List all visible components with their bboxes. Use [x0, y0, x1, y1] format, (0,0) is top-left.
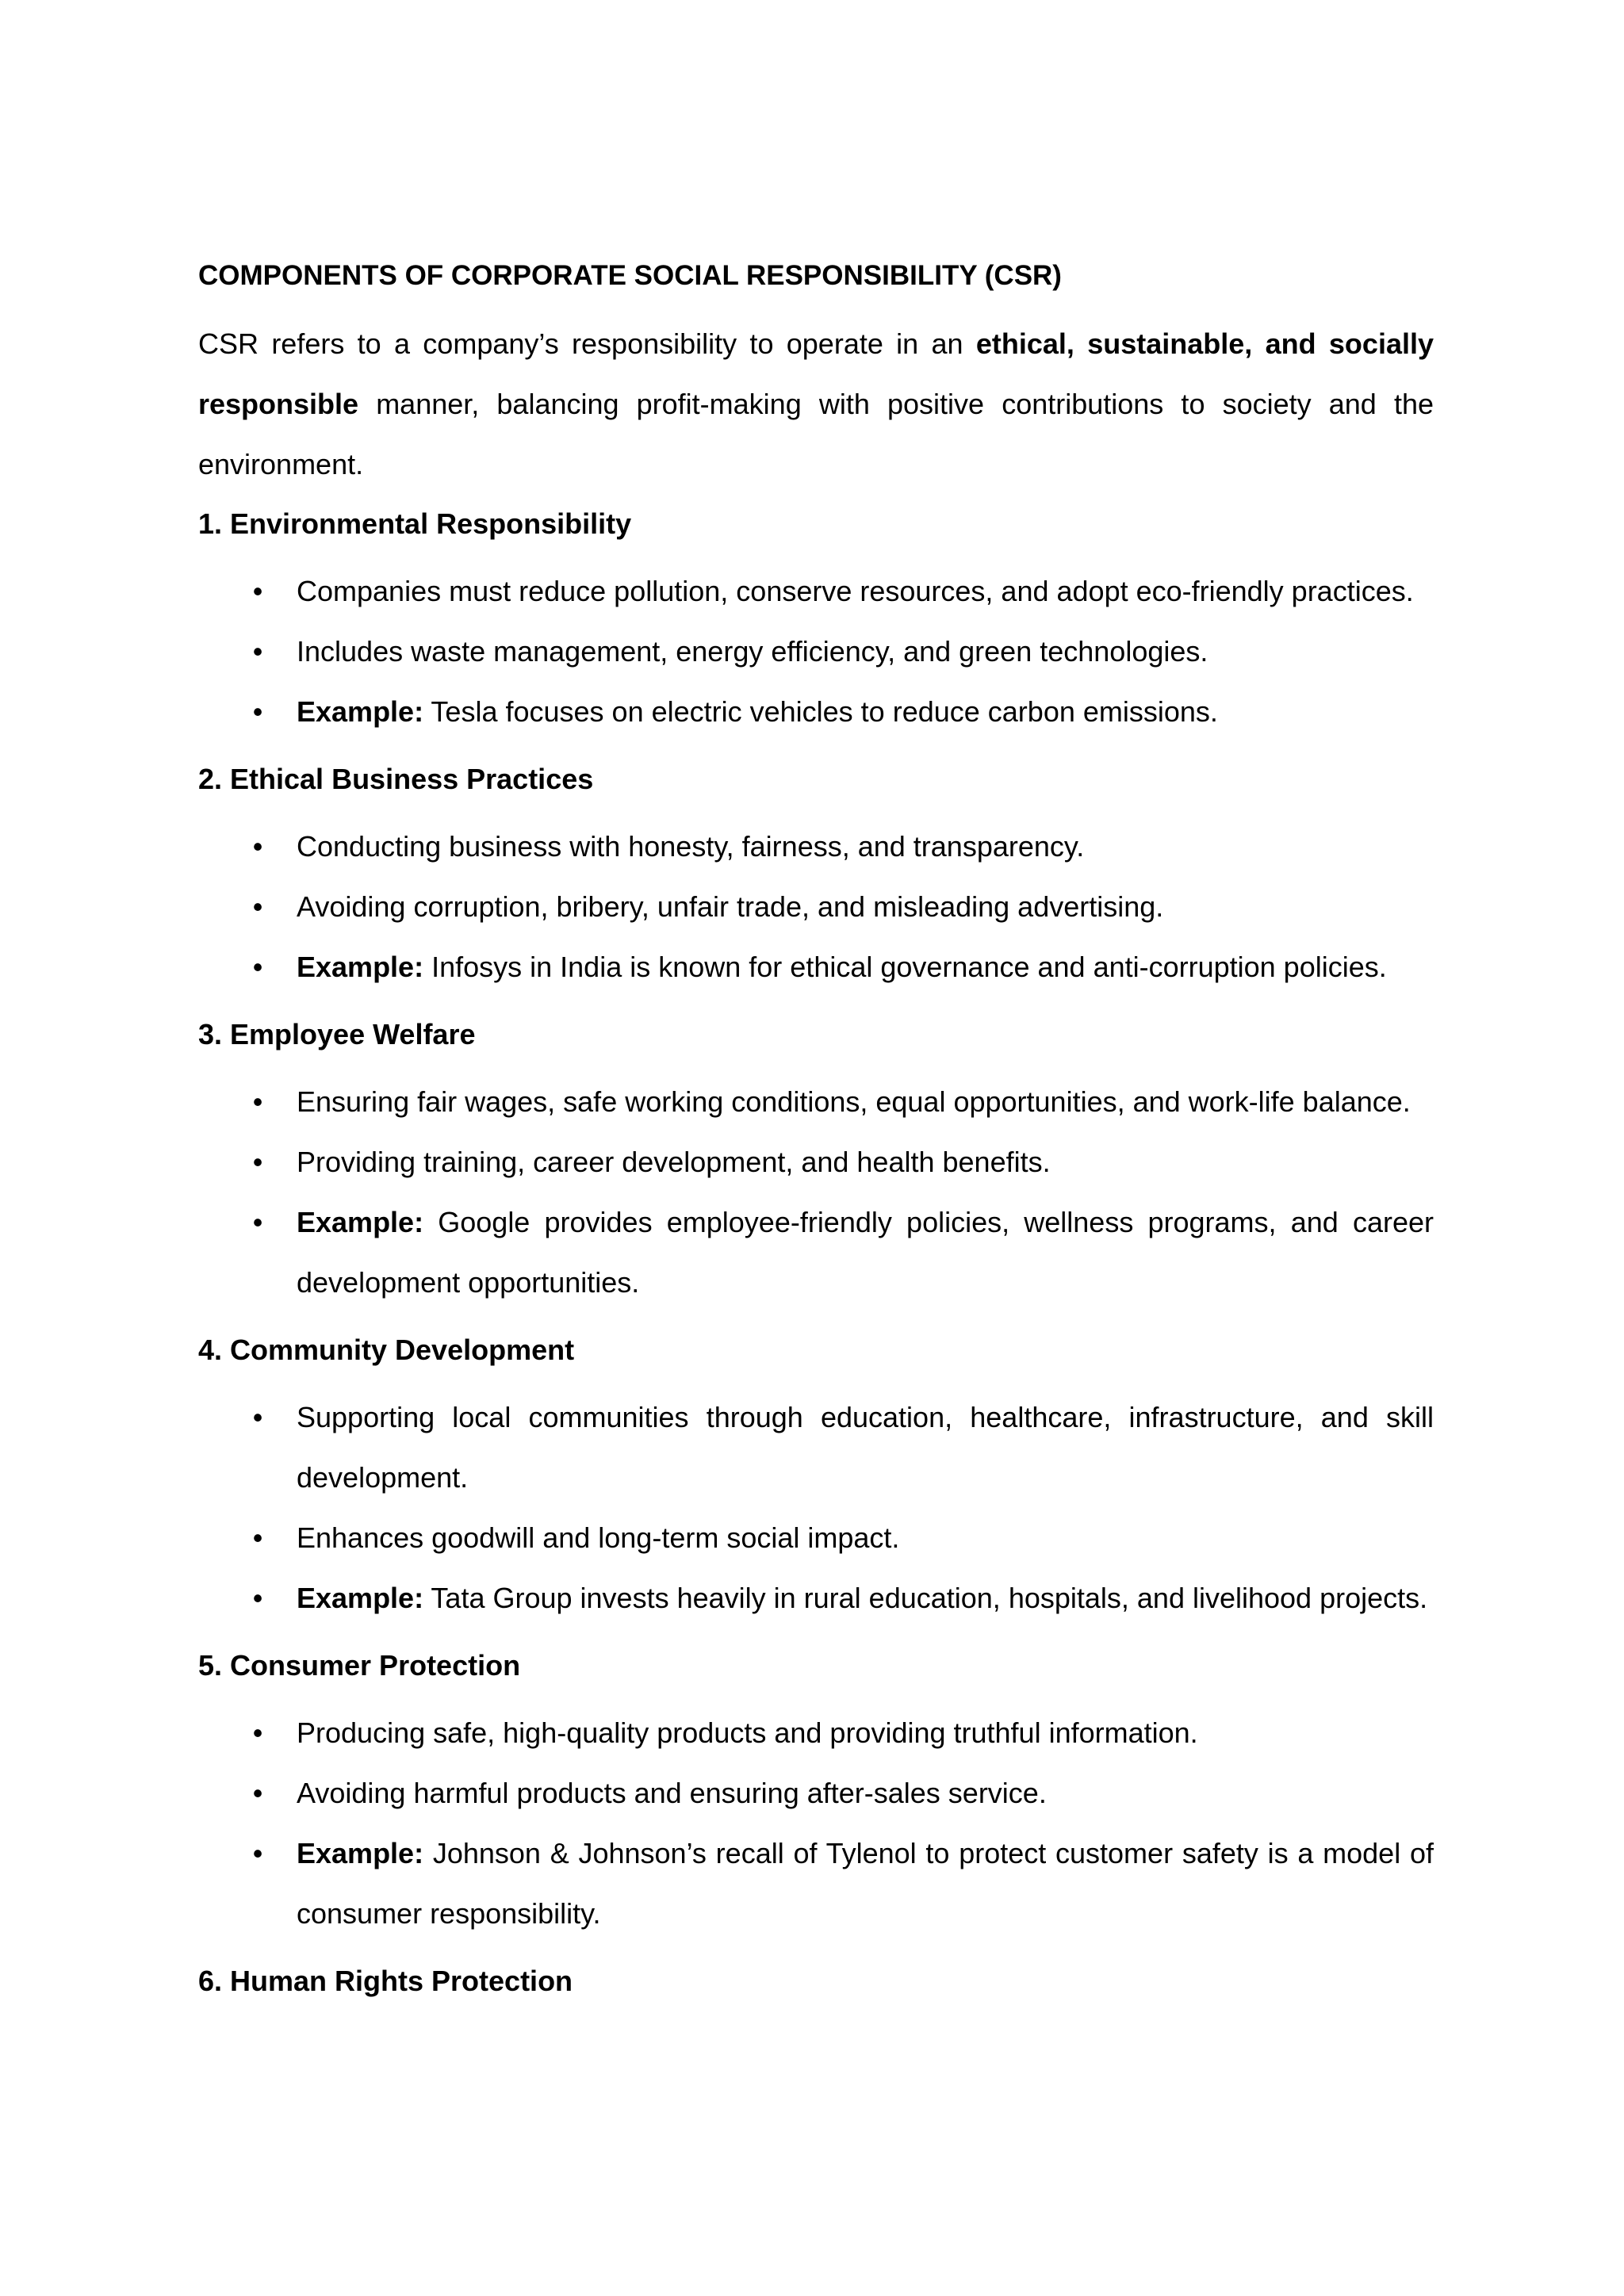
list-item: [198, 561, 1434, 622]
bullet-text: Companies must reduce pollution, conserve resources, and adopt eco-friendly practices.: [297, 575, 1414, 607]
bullet-text: Tata Group invests heavily in rural education, hospitals, and livelihood projects.: [423, 1582, 1428, 1614]
bullet-text: Enhances goodwill and long-term social impact.: [297, 1521, 900, 1554]
bullet-icon: •: [252, 575, 263, 607]
document-page: [198, 252, 1434, 2019]
bullet-list-ethical: [198, 817, 1434, 997]
list-item: [198, 1823, 1434, 1944]
bullet-icon: •: [252, 1401, 263, 1433]
section-heading-ethical: 2. Ethical Business Practices: [198, 763, 594, 795]
intro-bold-text: ethical, sustainable, and socially responsible: [198, 327, 1434, 420]
bullet-text: Avoiding corruption, bribery, unfair trade, and misleading advertising.: [297, 890, 1164, 923]
bullet-lead: Example:: [297, 951, 424, 983]
bullet-text: Johnson & Johnson’s recall of Tylenol to protect customer safety is a model of consumer responsibility.: [297, 1837, 1434, 1930]
list-item: [198, 1387, 1434, 1508]
list-item: [198, 682, 1434, 742]
section-heading-human-rights: 6. Human Rights Protection: [198, 1965, 573, 1997]
bullet-icon: •: [252, 1206, 263, 1238]
list-item: [198, 817, 1434, 877]
bullet-lead: Example:: [297, 695, 424, 728]
bullet-icon: •: [252, 1146, 263, 1178]
bullet-icon: •: [252, 1837, 263, 1869]
list-item: [198, 622, 1434, 682]
bullet-icon: •: [252, 830, 263, 863]
bullet-icon: •: [252, 635, 263, 668]
bullet-lead: Example:: [297, 1206, 424, 1238]
bullet-list-community: [198, 1387, 1434, 1628]
section-heading-community: 4. Community Development: [198, 1334, 575, 1366]
list-item: [198, 1763, 1434, 1823]
bullet-list-environmental: [198, 561, 1434, 742]
list-item: [198, 1192, 1434, 1313]
section-heading-consumer: 5. Consumer Protection: [198, 1649, 521, 1682]
bullet-text: Google provides employee-friendly policies, wellness programs, and career development opportunities.: [297, 1206, 1434, 1299]
bullet-lead: Example:: [297, 1582, 424, 1614]
list-item: [198, 1568, 1434, 1628]
bullet-list-consumer: [198, 1703, 1434, 1944]
document-title: COMPONENTS OF CORPORATE SOCIAL RESPONSIBILITY (CSR): [198, 260, 1062, 291]
bullet-text: Producing safe, high-quality products and providing truthful information.: [297, 1716, 1198, 1749]
bullet-icon: •: [252, 1716, 263, 1749]
list-item: [198, 877, 1434, 937]
bullet-text: Includes waste management, energy efficiency, and green technologies.: [297, 635, 1208, 668]
bullet-icon: •: [252, 951, 263, 983]
bullet-list-employee: [198, 1072, 1434, 1313]
bullet-icon: •: [252, 1777, 263, 1809]
bullet-text: Avoiding harmful products and ensuring after-sales service.: [297, 1777, 1047, 1809]
list-item: [198, 1508, 1434, 1568]
bullet-lead: Example:: [297, 1837, 424, 1869]
bullet-text: Ensuring fair wages, safe working conditions, equal opportunities, and work-life balance.: [297, 1085, 1411, 1118]
list-item: [198, 937, 1434, 997]
bullet-icon: •: [252, 1085, 263, 1118]
bullet-text: Infosys in India is known for ethical governance and anti-corruption policies.: [423, 951, 1387, 983]
intro-paragraph: [198, 314, 1434, 495]
section-heading-employee: 3. Employee Welfare: [198, 1018, 476, 1050]
intro-text-before: CSR refers to a company’s responsibility to operate in an: [198, 327, 976, 360]
bullet-text: Providing training, career development, and health benefits.: [297, 1146, 1051, 1178]
list-item: [198, 1072, 1434, 1132]
list-item: [198, 1132, 1434, 1192]
bullet-text: Tesla focuses on electric vehicles to reduce carbon emissions.: [423, 695, 1218, 728]
bullet-icon: •: [252, 695, 263, 728]
list-item: [198, 1703, 1434, 1763]
section-heading-environmental: 1. Environmental Responsibility: [198, 507, 632, 540]
intro-text-after: manner, balancing profit-making with positive contributions to society and the environment.: [198, 388, 1434, 480]
bullet-icon: •: [252, 890, 263, 923]
bullet-icon: •: [252, 1582, 263, 1614]
bullet-icon: •: [252, 1521, 263, 1554]
bullet-text: Conducting business with honesty, fairness, and transparency.: [297, 830, 1085, 863]
bullet-text: Supporting local communities through education, healthcare, infrastructure, and skill development.: [297, 1401, 1434, 1494]
